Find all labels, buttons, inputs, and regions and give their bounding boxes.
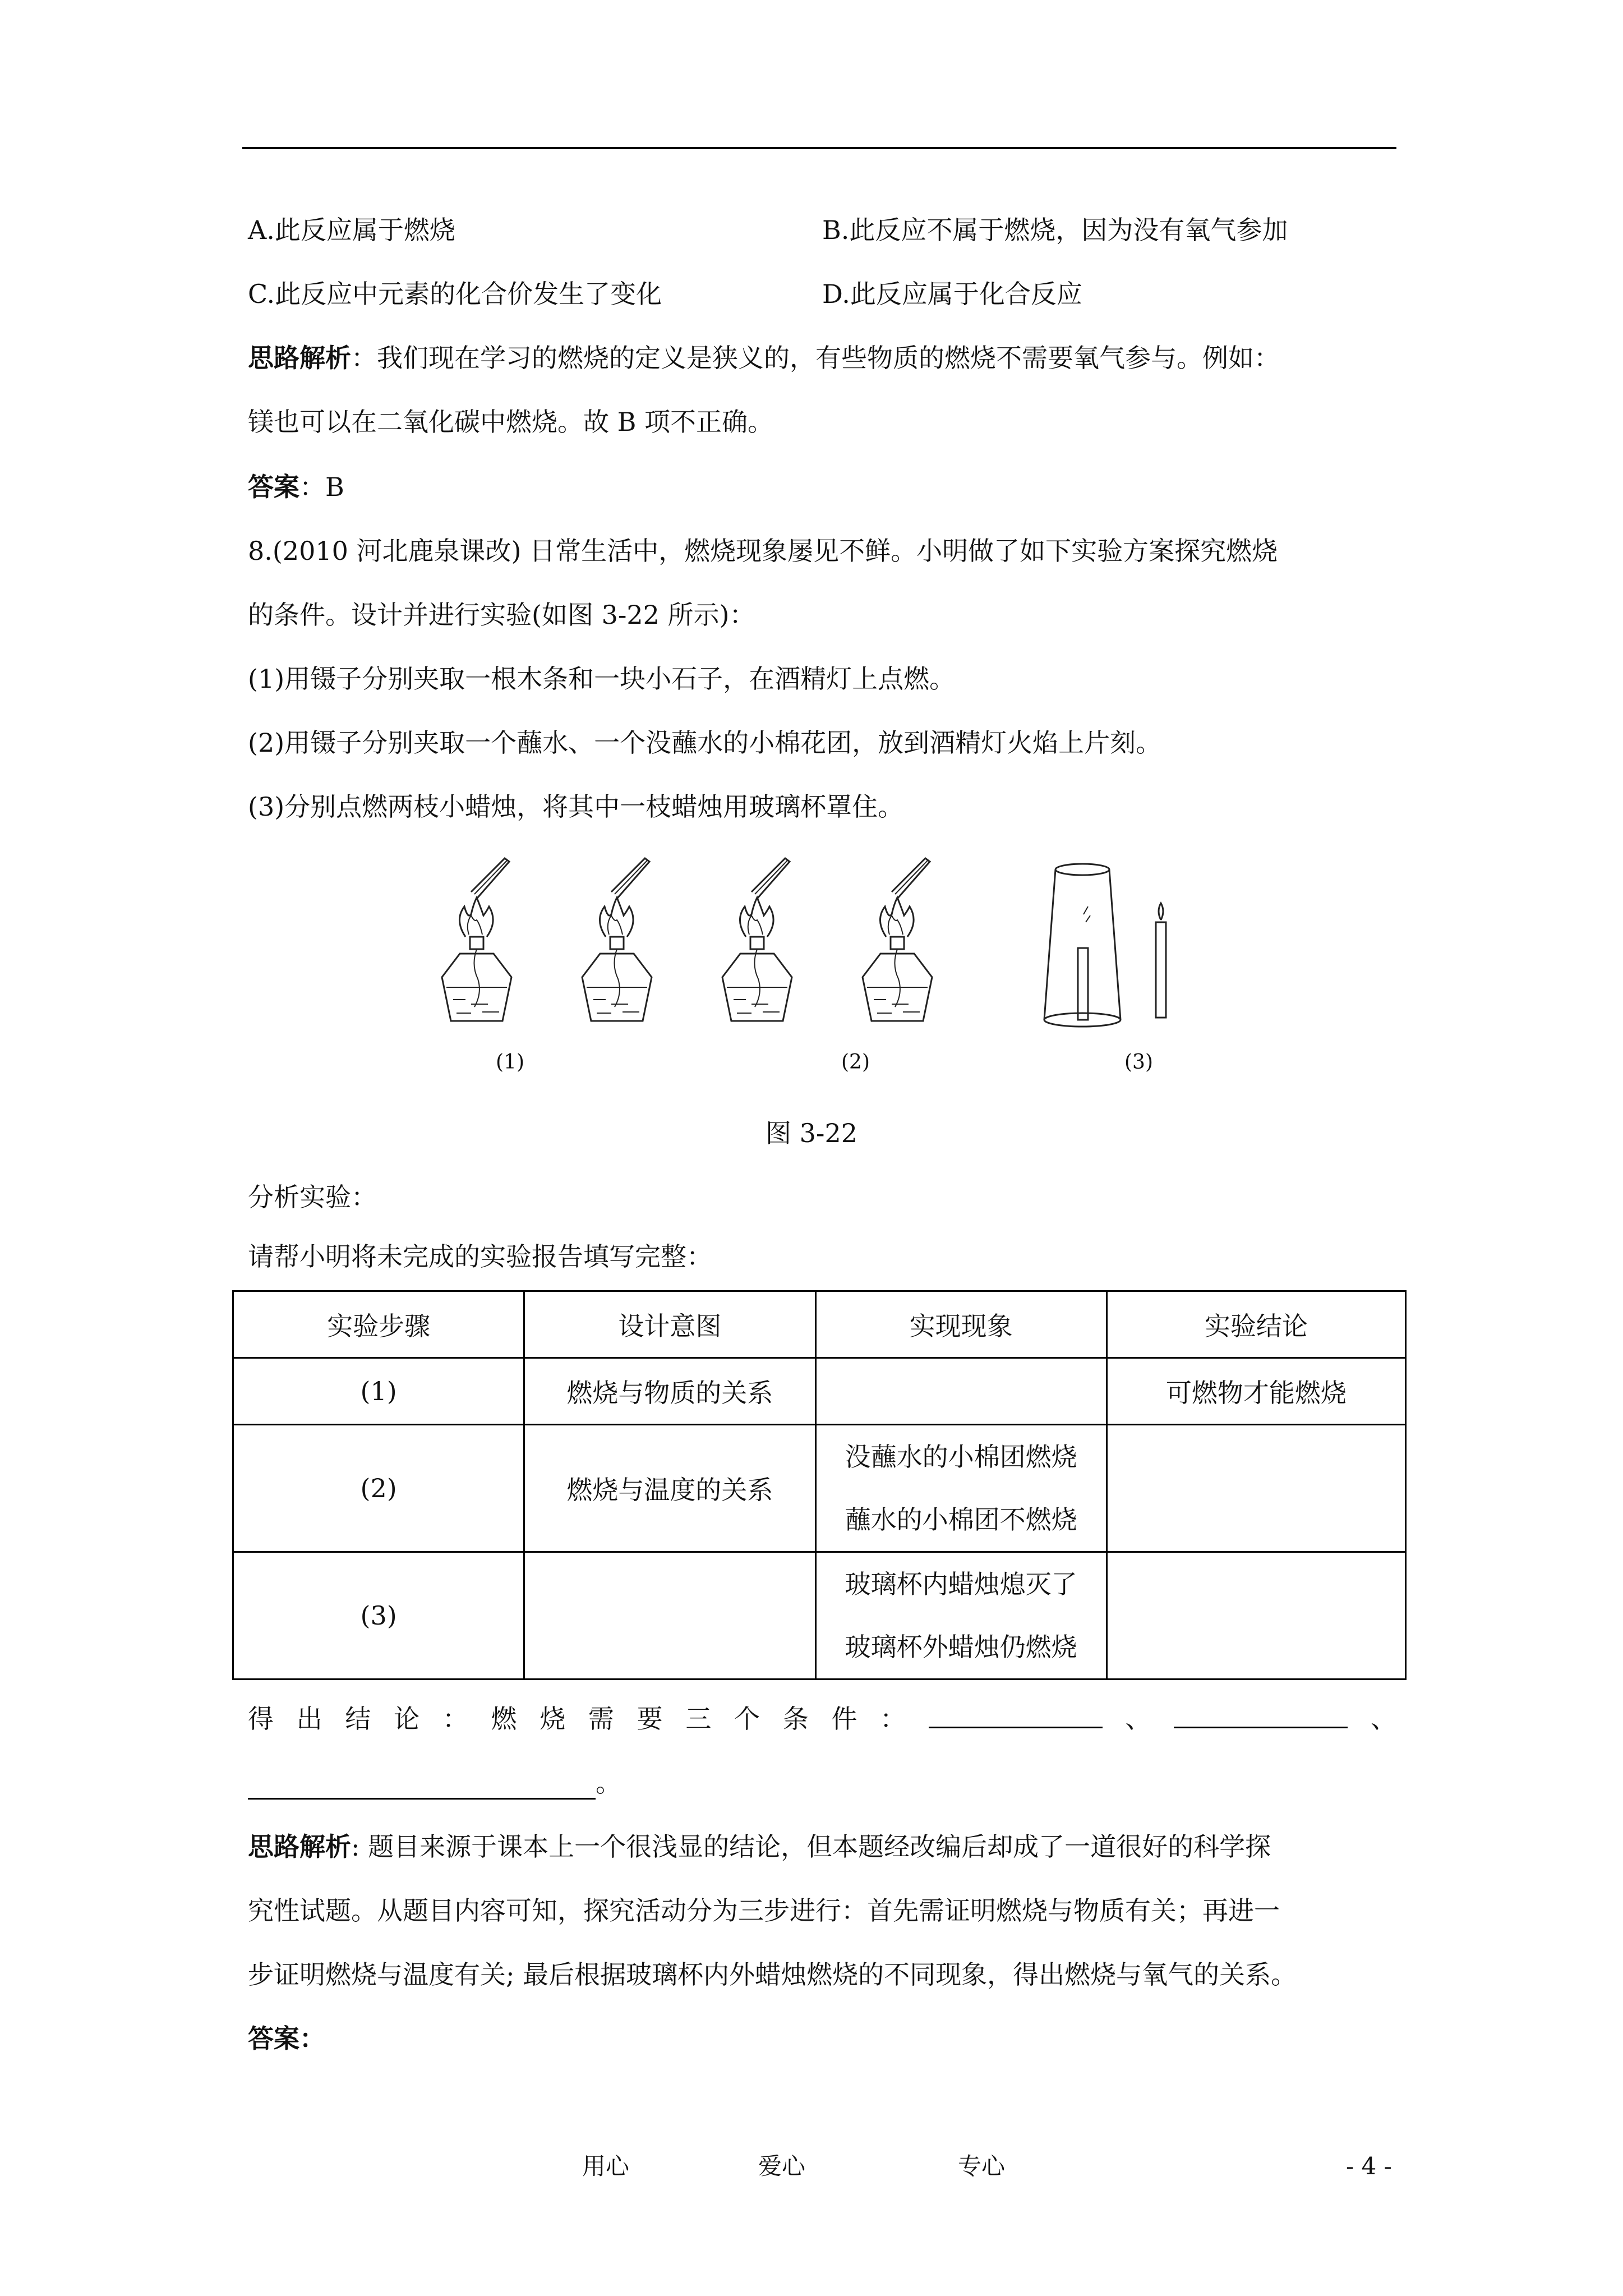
q7-analysis-line1: 思路解析：我们现在学习的燃烧的定义是狭义的，有些物质的燃烧不需要氧气参与。例如： [248, 343, 1280, 373]
cell-step: (3) [233, 1552, 524, 1680]
q8-analysis-label: 思路解析 [248, 1832, 351, 1862]
q7-answer-label: 答案 [248, 472, 299, 502]
q7-answer [248, 470, 344, 504]
cell-intent: 燃烧与温度的关系 [524, 1425, 815, 1552]
cell-phenomenon [815, 1425, 1106, 1552]
footer-middle: 爱心 [758, 2152, 806, 2180]
option-b: B.此反应不属于燃烧，因为没有氧气参加 [822, 215, 1288, 245]
table-row [233, 1358, 1406, 1425]
lamp-4 [863, 858, 932, 1021]
q8-answer-label: 答案： [248, 2023, 325, 2054]
q8-step2: (2)用镊子分别夹取一个蘸水、一个没蘸水的小棉花团，放到酒精灯火焰上片刻。 [248, 728, 1162, 758]
cell-step: (2) [233, 1425, 524, 1552]
conclusion-line-2: 。 [248, 1766, 621, 1800]
cell-step: (1) [233, 1358, 524, 1425]
cell-conclusion-blank[interactable] [1106, 1425, 1405, 1552]
cell-phenomenon-blank[interactable] [815, 1358, 1106, 1425]
footer-right: 专心 [958, 2152, 1006, 2180]
q7-analysis-line2: 镁也可以在二氧化碳中燃烧。故 B 项不正确。 [248, 407, 774, 437]
q8-analysis-line1: 思路解析: 题目来源于课本上一个很浅显的结论，但本题经改编后却成了一道很好的科学探 [248, 1832, 1271, 1862]
phenomenon-line: 没蘸水的小棉团燃烧 [845, 1442, 1077, 1472]
table-row [233, 1425, 1406, 1552]
phenomenon-line: 玻璃杯内蜡烛熄灭了 [845, 1569, 1077, 1599]
figure-label-3: (3) [1124, 1051, 1153, 1074]
header-phenomenon: 实现现象 [815, 1291, 1106, 1358]
q8-analysis-line2: 究性试题。从题目内容可知，探究活动分为三步进行：首先需证明燃烧与物质有关；再进一 [248, 1895, 1280, 1926]
phenomenon-line: 蘸水的小棉团不燃烧 [845, 1504, 1077, 1535]
cell-intent: 燃烧与物质的关系 [524, 1358, 815, 1425]
option-c: C.此反应中元素的化合价发生了变化 [248, 279, 662, 309]
option-a: A.此反应属于燃烧 [248, 215, 455, 245]
figure-label-2: (2) [841, 1051, 870, 1074]
q7-analysis-label: 思路解析 [248, 343, 351, 373]
q8-stem-line1: 8.(2010 河北鹿泉课改) 日常生活中，燃烧现象屡见不鲜。小明做了如下实验方案探究燃烧 [248, 536, 1278, 566]
cell-conclusion: 可燃物才能燃烧 [1106, 1358, 1405, 1425]
cell-phenomenon [815, 1552, 1106, 1680]
figure-caption: 图 3-22 [766, 1118, 857, 1148]
answer-blank-3[interactable] [248, 1773, 596, 1800]
header-intent: 设计意图 [524, 1291, 815, 1358]
header-rule [242, 147, 1396, 149]
figure-label-1: (1) [496, 1051, 524, 1074]
table-header-row [233, 1291, 1406, 1358]
glass-cup [1044, 864, 1121, 1027]
analysis-heading: 分析实验： [248, 1182, 377, 1212]
answer-blank-1[interactable] [929, 1702, 1103, 1728]
page-number: - 4 - [1346, 2152, 1392, 2180]
q8-analysis-line3: 步证明燃烧与温度有关; 最后根据玻璃杯内外蜡烛燃烧的不同现象，得出燃烧与氧气的关系。 [248, 1959, 1297, 1990]
free-candle [1156, 903, 1166, 1018]
phenomenon-line: 玻璃杯外蜡烛仍燃烧 [845, 1632, 1077, 1662]
lamp-2 [582, 858, 652, 1021]
experiment-illustration [426, 853, 1223, 1088]
q8-step1: (1)用镊子分别夹取一根木条和一块小石子，在酒精灯上点燃。 [248, 664, 956, 694]
answer-blank-2[interactable] [1174, 1702, 1348, 1728]
option-d: D.此反应属于化合反应 [822, 279, 1082, 309]
lamp-1 [442, 858, 511, 1021]
experiment-report-table [232, 1290, 1407, 1680]
header-step: 实验步骤 [233, 1291, 524, 1358]
cell-intent-blank[interactable] [524, 1552, 815, 1680]
q8-stem-line2: 的条件。设计并进行实验(如图 3-22 所示)： [248, 600, 755, 630]
table-row [233, 1552, 1406, 1680]
conclusion-line: 得 出 结 论 ： 燃 烧 需 要 三 个 条 件 ： 、 、 [248, 1702, 1396, 1736]
header-conclusion: 实验结论 [1106, 1291, 1405, 1358]
cell-conclusion-blank[interactable] [1106, 1552, 1405, 1680]
q8-step3: (3)分别点燃两枝小蜡烛，将其中一枝蜡烛用玻璃杯罩住。 [248, 792, 904, 822]
experiment-figure [426, 853, 1223, 1088]
footer-left: 用心 [582, 2152, 630, 2180]
lamp-3 [722, 858, 792, 1021]
report-prompt: 请帮小明将未完成的实验报告填写完整： [248, 1241, 712, 1272]
q7-answer-value: ：B [299, 472, 344, 502]
